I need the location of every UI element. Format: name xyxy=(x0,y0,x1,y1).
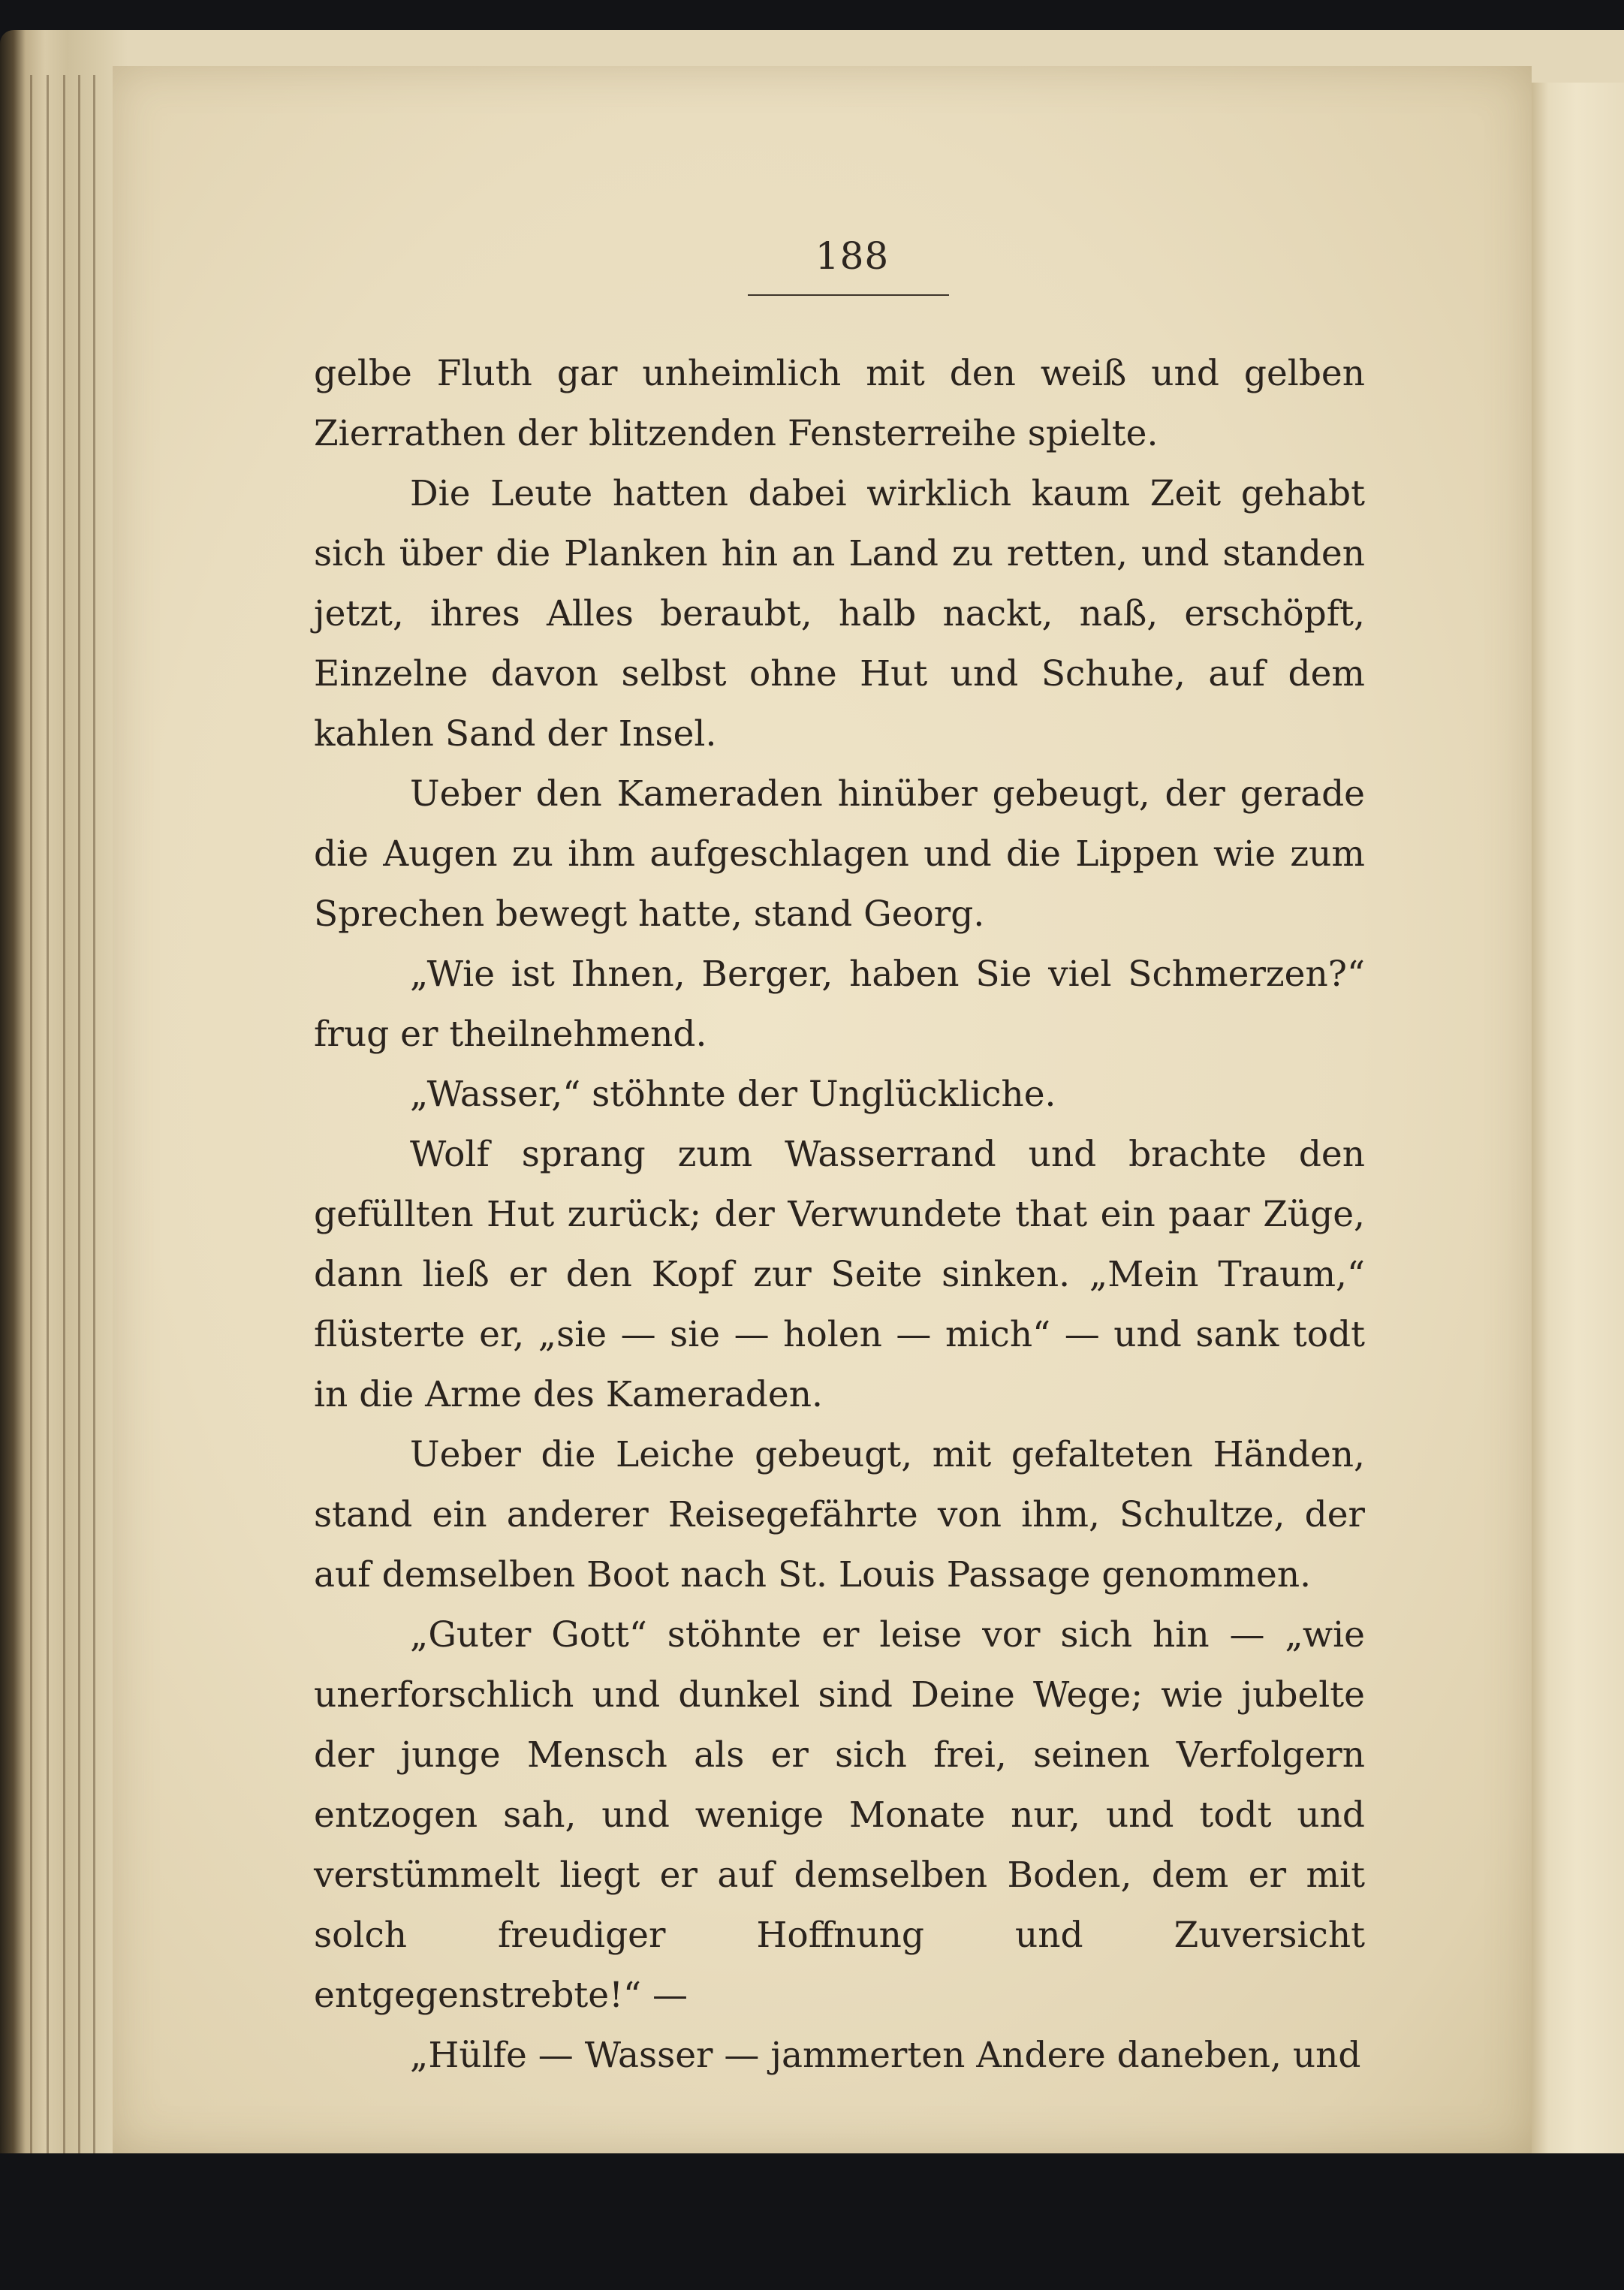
paragraph: gelbe Fluth gar unheimlich mit den weiß und gelben Zierrathen der blitzenden Fensterreihe spielte. xyxy=(314,353,1365,454)
paragraph: „Guter Gott“ stöhnte er leise vor sich hin — „wie unerforschlich und dunkel sind Deine Wege; wie jubelte der junge Mensch als er sich frei, seinen Verfolgern entzogen sah, und wenige Monate nur, und todt und verstümmelt liegt er auf demselben Boden, dem er mit solch freudiger Hoffnung und Zuversicht entgegenstrebte!“ — xyxy=(314,1614,1365,2016)
paragraph: Wolf sprang zum Wasserrand und brachte den gefüllten Hut zurück; der Verwundete that ein paar Züge, dann ließ er den Kopf zur Seite sinken. „Mein Traum,“ flüsterte er, „sie — sie — holen — mich“ — und sank todt in die Arme des Kameraden. xyxy=(314,1134,1365,1415)
background-shadow xyxy=(0,2153,1624,2290)
page-edge xyxy=(78,75,80,2162)
page-number: 188 xyxy=(815,234,890,278)
page-edge xyxy=(93,75,95,2162)
binding-gutter xyxy=(1532,83,1624,2155)
paragraph: „Wasser,“ stöhnte der Unglückliche. xyxy=(410,1074,1056,1115)
page-edge xyxy=(63,75,65,2162)
page-edge xyxy=(47,75,49,2162)
paragraph: Ueber den Kameraden hinüber gebeugt, der gerade die Augen zu ihm aufgeschlagen und die Lippen wie zum Sprechen bewegt hatte, stand Georg. xyxy=(314,773,1365,935)
paragraph: Ueber die Leiche gebeugt, mit gefalteten Händen, stand ein anderer Reisegefährte von ihm, Schultze, der auf demselben Boot nach St. Louis Passage genommen. xyxy=(314,1434,1365,1595)
page-edge xyxy=(30,75,32,2162)
paragraph: „Wie ist Ihnen, Berger, haben Sie viel Schmerzen?“ frug er theilnehmend. xyxy=(314,954,1365,1055)
header-rule xyxy=(748,294,949,296)
paragraph: „Hülfe — Wasser — jammerten Andere daneben, und xyxy=(410,2035,1361,2076)
body-text xyxy=(314,344,1365,2086)
paragraph: Die Leute hatten dabei wirklich kaum Zeit gehabt sich über die Planken hin an Land zu retten, und standen jetzt, ihres Alles beraubt, halb nackt, naß, erschöpft, Einzelne davon selbst ohne Hut und Schuhe, auf dem kahlen Sand der Insel. xyxy=(314,473,1365,755)
